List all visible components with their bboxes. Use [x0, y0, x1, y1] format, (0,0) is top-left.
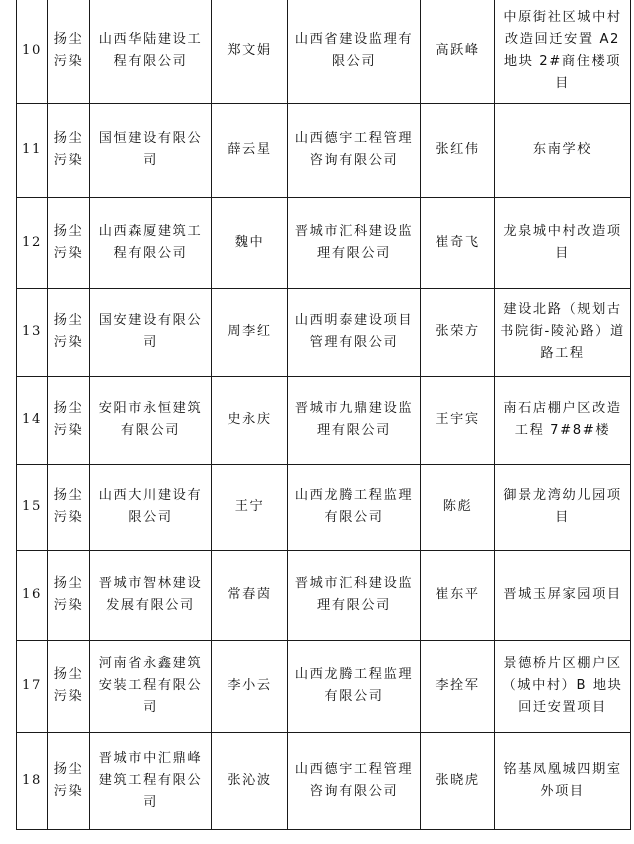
- chief-supervisor: 崔东平: [421, 550, 495, 640]
- row-number: 14: [17, 376, 48, 464]
- chief-supervisor: 张晓虎: [421, 732, 495, 829]
- chief-supervisor: 张红伟: [421, 103, 495, 197]
- violation-type: 扬尘污染: [48, 550, 90, 640]
- table-row: [17, 288, 631, 376]
- supervision-company: 晋城市九鼎建设监理有限公司: [288, 376, 421, 464]
- construction-manager: 薛云星: [212, 103, 288, 197]
- construction-company: 晋城市智林建设发展有限公司: [90, 550, 212, 640]
- project-name: 景德桥片区棚户区（城中村）B 地块回迁安置项目: [495, 640, 631, 732]
- construction-manager: 常春茵: [212, 550, 288, 640]
- violation-type: 扬尘污染: [48, 732, 90, 829]
- chief-supervisor: 陈彪: [421, 464, 495, 550]
- construction-company: 山西华陆建设工程有限公司: [90, 0, 212, 103]
- construction-company: 国恒建设有限公司: [90, 103, 212, 197]
- project-name: 御景龙湾幼儿园项目: [495, 464, 631, 550]
- supervision-company: 晋城市汇科建设监理有限公司: [288, 550, 421, 640]
- table-row: [17, 640, 631, 732]
- supervision-company: 山西德宇工程管理咨询有限公司: [288, 103, 421, 197]
- construction-company: 山西大川建设有限公司: [90, 464, 212, 550]
- violation-type: 扬尘污染: [48, 288, 90, 376]
- project-name: 中原街社区城中村改造回迁安置 A2 地块 2#商住楼项目: [495, 0, 631, 103]
- construction-manager: 李小云: [212, 640, 288, 732]
- construction-company: 山西森厦建筑工程有限公司: [90, 197, 212, 288]
- supervision-company: 山西龙腾工程监理有限公司: [288, 464, 421, 550]
- row-number: 18: [17, 732, 48, 829]
- construction-manager: 魏中: [212, 197, 288, 288]
- construction-company: 国安建设有限公司: [90, 288, 212, 376]
- project-name: 龙泉城中村改造项目: [495, 197, 631, 288]
- row-number: 16: [17, 550, 48, 640]
- project-name: 东南学校: [495, 103, 631, 197]
- supervision-company: 晋城市汇科建设监理有限公司: [288, 197, 421, 288]
- construction-manager: 张沁波: [212, 732, 288, 829]
- violation-table: [16, 0, 631, 830]
- violation-type: 扬尘污染: [48, 0, 90, 103]
- chief-supervisor: 李拴军: [421, 640, 495, 732]
- supervision-company: 山西省建设监理有限公司: [288, 0, 421, 103]
- chief-supervisor: 高跃峰: [421, 0, 495, 103]
- table-row: [17, 550, 631, 640]
- construction-company: 河南省永鑫建筑安装工程有限公司: [90, 640, 212, 732]
- violation-type: 扬尘污染: [48, 197, 90, 288]
- table-row: [17, 376, 631, 464]
- row-number: 10: [17, 0, 48, 103]
- chief-supervisor: 崔奇飞: [421, 197, 495, 288]
- violation-type: 扬尘污染: [48, 376, 90, 464]
- supervision-company: 山西德宇工程管理咨询有限公司: [288, 732, 421, 829]
- supervision-company: 山西龙腾工程监理有限公司: [288, 640, 421, 732]
- table-row: [17, 0, 631, 103]
- construction-manager: 周李红: [212, 288, 288, 376]
- construction-manager: 王宁: [212, 464, 288, 550]
- project-name: 晋城玉屏家园项目: [495, 550, 631, 640]
- violation-type: 扬尘污染: [48, 640, 90, 732]
- row-number: 13: [17, 288, 48, 376]
- project-name: 南石店棚户区改造工程 7#8#楼: [495, 376, 631, 464]
- chief-supervisor: 王宇宾: [421, 376, 495, 464]
- row-number: 15: [17, 464, 48, 550]
- project-name: 建设北路（规划古书院街-陵沁路）道路工程: [495, 288, 631, 376]
- chief-supervisor: 张荣方: [421, 288, 495, 376]
- document-page: [16, 0, 634, 830]
- construction-manager: 史永庆: [212, 376, 288, 464]
- table-row: [17, 732, 631, 829]
- construction-company: 安阳市永恒建筑有限公司: [90, 376, 212, 464]
- table-row: [17, 197, 631, 288]
- construction-company: 晋城市中汇鼎峰建筑工程有限公司: [90, 732, 212, 829]
- construction-manager: 郑文娟: [212, 0, 288, 103]
- violation-type: 扬尘污染: [48, 464, 90, 550]
- row-number: 17: [17, 640, 48, 732]
- row-number: 12: [17, 197, 48, 288]
- table-row: [17, 464, 631, 550]
- supervision-company: 山西明泰建设项目管理有限公司: [288, 288, 421, 376]
- table-row: [17, 103, 631, 197]
- violation-type: 扬尘污染: [48, 103, 90, 197]
- row-number: 11: [17, 103, 48, 197]
- project-name: 铭基凤凰城四期室外项目: [495, 732, 631, 829]
- table-body: [17, 0, 631, 829]
